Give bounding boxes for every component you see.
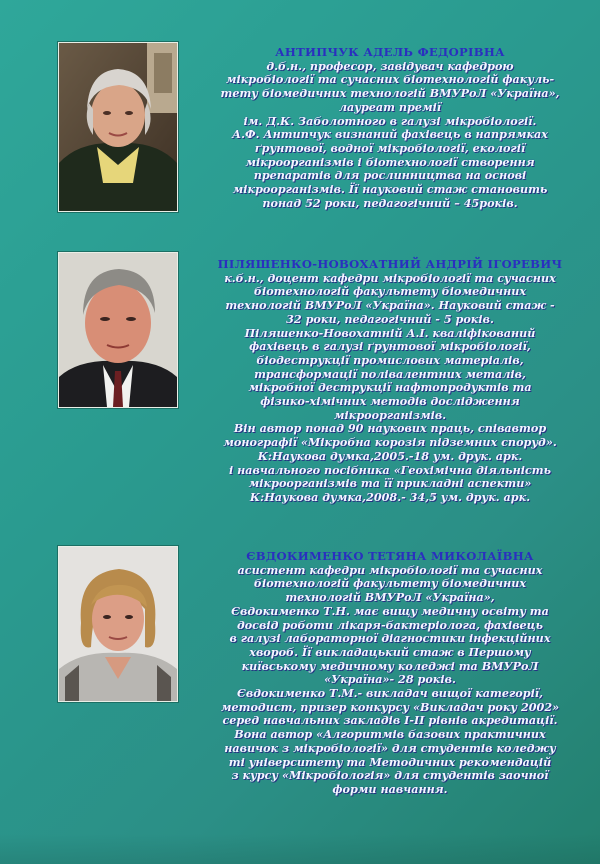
bio-line: з курсу «Мікробіологія» для студентів заочної xyxy=(231,768,549,783)
bio-line: біодеструкції промислових матеріалів, xyxy=(256,352,524,367)
person-name: АНТИПЧУК АДЕЛЬ ФЕДОРІВНА xyxy=(275,45,505,59)
bio-line: Вона автор «Алгоритмів базових практичних xyxy=(234,727,546,742)
bio-line: монографії «Мікробна корозія підземних споруд». xyxy=(223,435,557,450)
person-name: ЄВДОКИМЕНКО ТЕТЯНА МИКОЛАЇВНА xyxy=(246,549,534,563)
bio-line: д.б.н., професор, завідувач кафедрою xyxy=(266,58,514,73)
bio-line: в галузі лабораторної діагностики інфекційних xyxy=(229,631,551,646)
bio-line: фахівець в галузі ґрунтової мікробіології, xyxy=(249,339,531,354)
bio-line: Євдокименко Т.Н. має вищу медичну освіту та xyxy=(231,603,549,618)
bio-line: «Україна»- 28 років. xyxy=(324,672,456,687)
bio-line: мікроорганізмів і біотехнології створення xyxy=(245,154,535,169)
bio-line: К:Наукова думка,2008.- 34,5 ум. друк. арк. xyxy=(249,489,531,504)
bio-line: А.Ф. Антипчук визнаний фахівець в напрямках xyxy=(232,127,548,142)
bio-line: асистент кафедри мікробіології та сучасних xyxy=(237,562,543,577)
bio-line: навичок з мікробіології» для студентів коледжу xyxy=(224,740,556,755)
bio-line: методист, призер конкурсу «Викладач року 2002» xyxy=(220,699,560,714)
bio-line: хвороб. Її викладацький стаж в Першому xyxy=(249,644,531,659)
person-name: ПІЛЯШЕНКО-НОВОХАТНИЙ АНДРІЙ ІГОРЕВИЧ xyxy=(217,257,563,271)
photo-antypchuk xyxy=(58,42,178,212)
bio-line: біотехнологій факультету біомедичних xyxy=(253,576,527,591)
bio-line: серед навчальних закладів І-ІІ рівнів акредитації. xyxy=(222,713,558,728)
bio-line: мікроорганізмів. xyxy=(333,407,447,422)
portrait-image xyxy=(59,547,177,701)
bio-line: препаратів для рослинництва на основі xyxy=(253,168,527,183)
bio-line: мікробіології та сучасних біотехнологій факуль- xyxy=(225,72,555,87)
bio-line: ті університету та Методичних рекомендацій xyxy=(228,754,552,769)
bio-line: київському медичному коледжі та ВМУРоЛ xyxy=(241,658,539,673)
bio-line: форми навчання. xyxy=(332,781,448,796)
photo-pilyashenko xyxy=(58,252,178,408)
bio-line: к.б.н., доцент кафедри мікробіології та сучасних xyxy=(224,270,556,285)
bio-line: Він автор понад 90 наукових праць, співавтор xyxy=(233,421,547,436)
bio-line: технологій ВМУРоЛ «Україна». Науковий стаж - xyxy=(225,298,555,313)
bio-line: фізико-хімічних методів дослідження xyxy=(260,394,520,409)
portrait-image xyxy=(59,43,177,211)
bio-line: біотехнологій факультету біомедичних xyxy=(253,284,527,299)
bio-pilyashenko xyxy=(184,258,596,505)
bio-line: К:Наукова думка,2005.-18 ум. друк. арк. xyxy=(257,448,523,463)
bio-line: мікроорганізмів та її прикладні аспекти» xyxy=(248,476,532,491)
bio-line: трансформації полівалентних металів, xyxy=(254,366,526,381)
bio-line: Піляшенко-Новохатній А.І. кваліфікований xyxy=(244,325,536,340)
bio-line: ґрунтової, водної мікробіології, екології xyxy=(254,140,526,155)
page-bottom-shade xyxy=(0,834,600,864)
photo-yevdokymenko xyxy=(58,546,178,702)
bio-line: ім. Д.К. Заболотного в галузі мікробіології. xyxy=(243,113,537,128)
bio-line: досвід роботи лікаря-бактеріолога, фахівець xyxy=(236,617,544,632)
bio-line: технологій ВМУРоЛ «Україна», xyxy=(285,590,495,605)
bio-line: лауреат премії xyxy=(338,99,442,114)
bio-line: 32 роки, педагогічний - 5 років. xyxy=(286,311,494,326)
bio-line: понад 52 роки, педагогічний – 45років. xyxy=(262,195,518,210)
bio-line: мікробної деструкції нафтопродуктів та xyxy=(248,380,532,395)
bio-line: Євдокименко Т.М.- викладач вищої категорії, xyxy=(236,686,543,701)
portrait-image xyxy=(59,253,177,407)
bio-line: тету біомедичних технологій ВМУРоЛ «Україна», xyxy=(220,86,560,101)
bio-line: мікроорганізмів. Її науковий стаж становить xyxy=(232,182,548,197)
bio-antypchuk xyxy=(185,46,595,210)
bio-yevdokymenko xyxy=(184,550,596,797)
bio-line: і навчального посібника «Геохімічна діяльність xyxy=(228,462,552,477)
